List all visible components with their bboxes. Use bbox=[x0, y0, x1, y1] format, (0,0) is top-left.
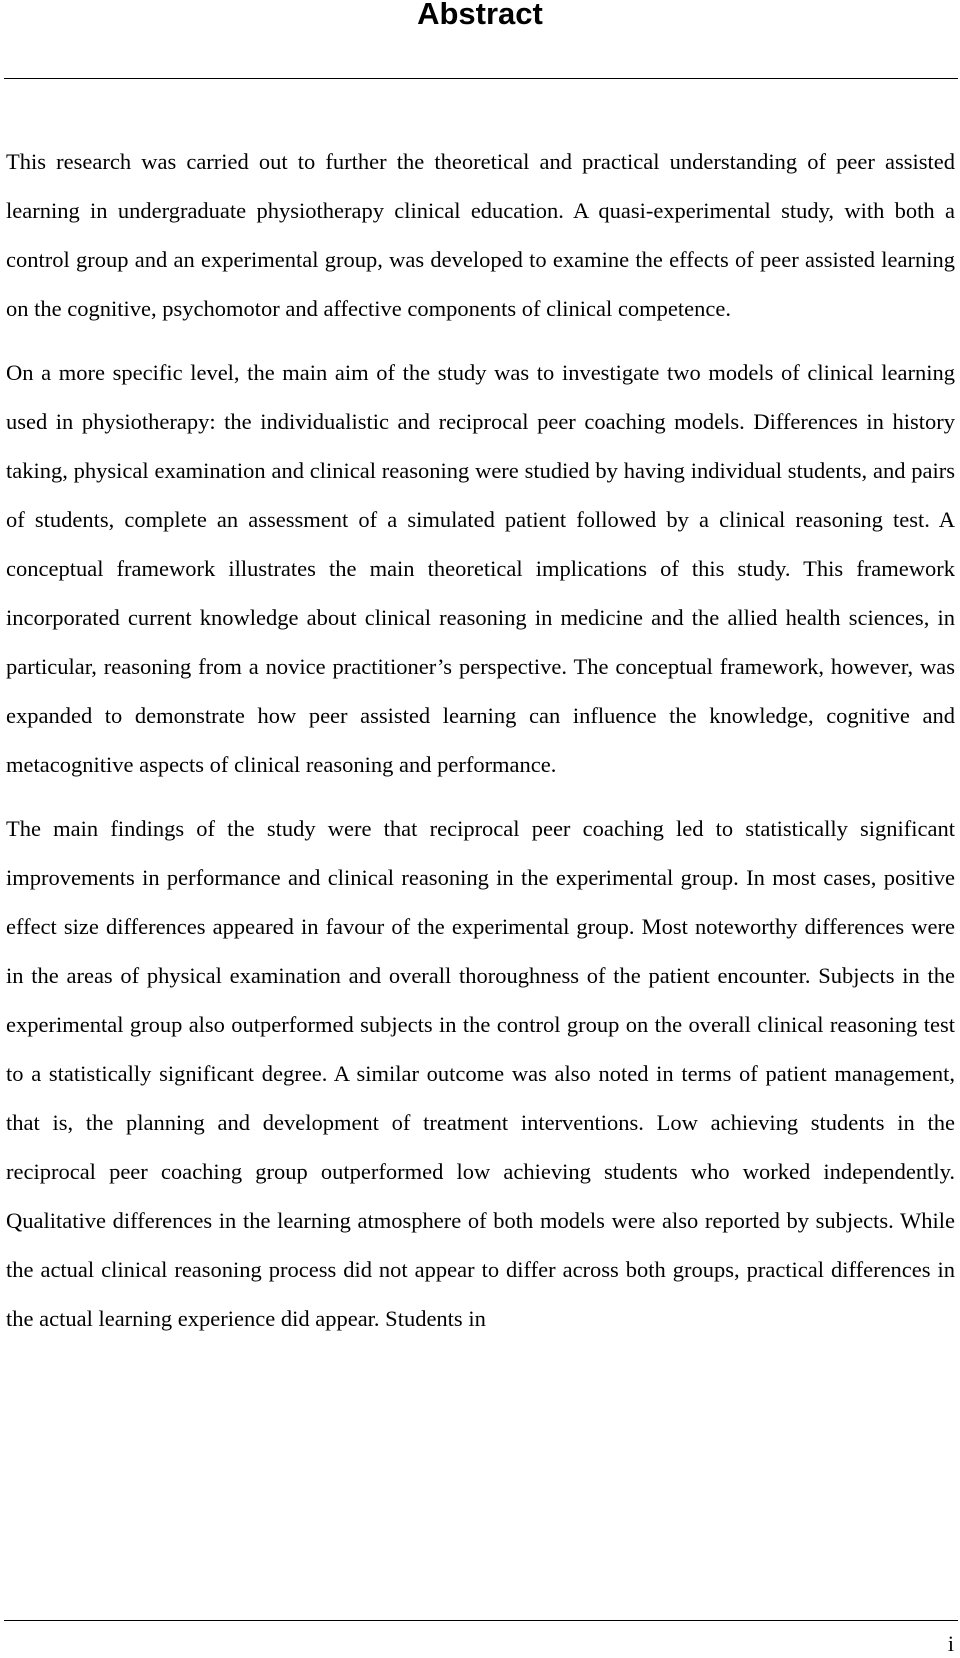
paragraph-3: The main findings of the study were that reciprocal peer coaching led to statistically significant improvements in performance and clinical reasoning in the experimental group. In most cases, positive effect size differences appeared in favour of the experimental group. Most noteworthy differences were in the areas of physical examination and overall thoroughness of the patient encounter. Subjects in the experimental group also outperformed subjects in the control group on the overall clinical reasoning test to a statistically significant degree. A similar outcome was also noted in terms of patient management, that is, the planning and development of treatment interventions. Low achieving students in the reciprocal peer coaching group outperformed low achieving students who worked independently. Qualitative differences in the learning atmosphere of both models were also reported by subjects. While the actual clinical reasoning process did not appear to differ across both groups, practical differences in the actual learning experience did appear. Students in bbox=[6, 816, 955, 1331]
top-divider bbox=[4, 78, 958, 79]
page-number: i bbox=[947, 1631, 954, 1656]
paragraph-1: This research was carried out to further the theoretical and practical understanding of peer assisted learning in undergraduate physiotherapy clinical education. A quasi-experimental study, with both a control group and an experimental group, was developed to examine the effects of peer assisted learning on the cognitive, psychomotor and affective components of clinical competence. bbox=[6, 149, 955, 321]
footer-divider bbox=[4, 1620, 958, 1621]
page-title: Abstract bbox=[417, 0, 543, 31]
paragraph-2: On a more specific level, the main aim of the study was to investigate two models of clinical learning used in physiotherapy: the individualistic and reciprocal peer coaching models. Differences in history taking, physical examination and clinical reasoning were studied by having individual students, and pairs of students, complete an assessment of a simulated patient followed by a clinical reasoning test. A conceptual framework illustrates the main theoretical implications of this study. This framework incorporated current knowledge about clinical reasoning in medicine and the allied health sciences, in particular, reasoning from a novice practitioner’s perspective. The conceptual framework, however, was expanded to demonstrate how peer assisted learning can influence the knowledge, cognitive and metacognitive aspects of clinical reasoning and performance. bbox=[6, 360, 955, 777]
abstract-body bbox=[6, 137, 955, 1358]
